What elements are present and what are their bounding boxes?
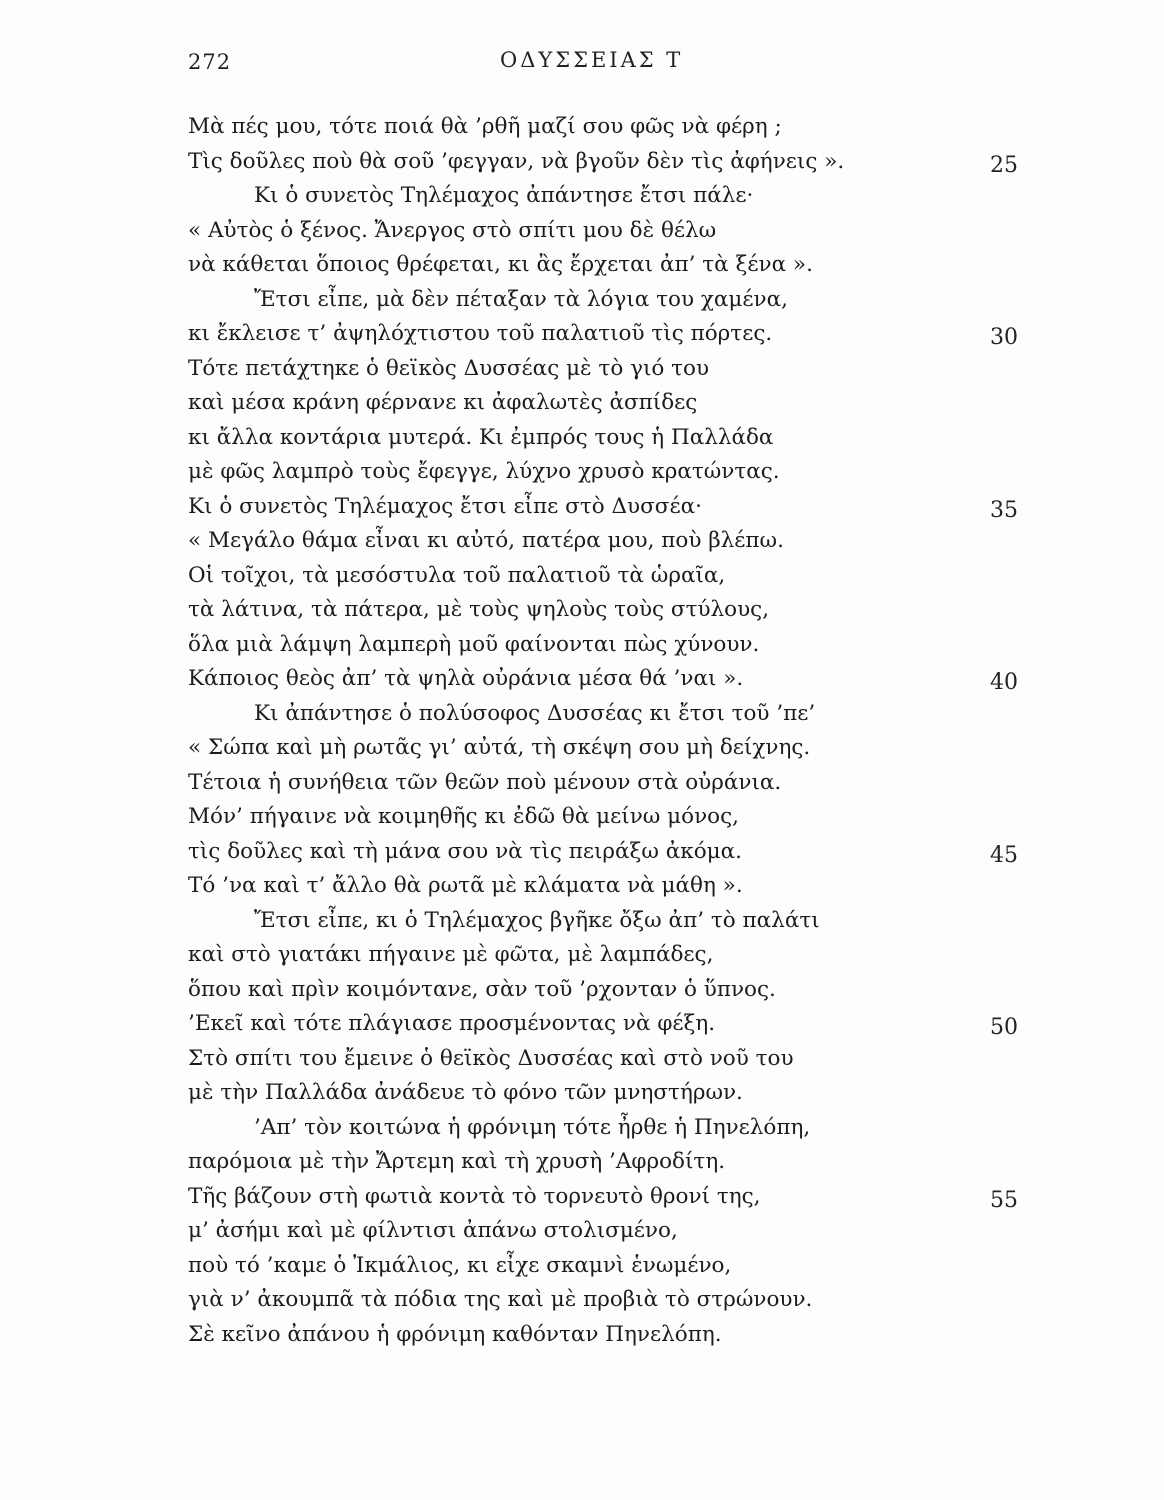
verse-line	[0, 283, 1164, 318]
verse-text: Τέτοια ἡ συνήθεια τῶν θεῶν ποὺ μένουν στὰ οὐράνια.	[188, 769, 782, 795]
verse-text: Κι ὁ συνετὸς Τηλέμαχος ἀπάντησε ἔτσι πάλε·	[254, 183, 754, 208]
verse-text: Μόν’ πήγαινε νὰ κοιμηθῆς κι ἐδῶ θὰ μείνω μόνος,	[188, 804, 739, 829]
verse-text: « Μεγάλο θάμα εἶναι κι αὐτό, πατέρα μου, ποὺ βλέπω.	[188, 528, 784, 553]
verse-line	[0, 628, 1164, 663]
verse-line	[0, 1283, 1164, 1318]
verse-text: ’Απ’ τὸν κοιτώνα ἡ φρόνιμη τότε ἦρθε ἡ Πηνελόπη,	[254, 1114, 811, 1140]
verse-text: παρόμοια μὲ τὴν Ἄρτεμη καὶ τὴ χρυσὴ ’Αφροδίτη.	[188, 1149, 726, 1174]
verse-line	[0, 386, 1164, 421]
verse-line	[0, 110, 1164, 145]
verse-line	[0, 938, 1164, 973]
line-number: 25	[990, 152, 1018, 178]
verse-line	[0, 662, 1164, 697]
verse-line	[0, 731, 1164, 766]
verse-text: μὲ φῶς λαμπρὸ τοὺς ἔφεγγε, λύχνο χρυσὸ κρατώντας.	[188, 459, 780, 484]
verse-line	[0, 559, 1164, 594]
page-header	[0, 46, 1164, 78]
verse-line	[0, 1007, 1164, 1042]
verse-line	[0, 1111, 1164, 1146]
verse-line	[0, 973, 1164, 1008]
verse-line	[0, 1145, 1164, 1180]
line-number: 35	[990, 497, 1018, 523]
line-number: 40	[990, 670, 1018, 695]
verse-line	[0, 1076, 1164, 1111]
verse-text: ποὺ τό ’καμε ὁ Ἰκμάλιος, κι εἶχε σκαμνὶ ἑνωμένο,	[188, 1252, 732, 1278]
verse-line	[0, 1318, 1164, 1353]
verse-text: Τότε πετάχτηκε ὁ θεϊκὸς Δυσσέας μὲ τὸ γιό του	[188, 355, 710, 381]
verse-line	[0, 1249, 1164, 1284]
verse-text: Ἔτσι εἶπε, μὰ δὲν πέταξαν τὰ λόγια του χαμένα,	[254, 286, 788, 312]
verse-text: Τό ’να καὶ τ’ ἄλλο θὰ ρωτᾶ μὲ κλάματα νὰ μάθη ».	[188, 873, 743, 898]
verse-line	[0, 1042, 1164, 1077]
verse-line	[0, 593, 1164, 628]
verse-text: ὅλα μιὰ λάμψη λαμπερὴ μοῦ φαίνονται πὼς χύνουν.	[188, 631, 760, 657]
verse-text: Κι ὁ συνετὸς Τηλέμαχος ἔτσι εἶπε στὸ Δυσσέα·	[188, 493, 702, 519]
verse-line	[0, 317, 1164, 352]
verse-line	[0, 869, 1164, 904]
verse-line	[0, 179, 1164, 214]
verse-line	[0, 904, 1164, 939]
verse-text: Σὲ κεῖνο ἀπάνου ἡ φρόνιμη καθόνταν Πηνελόπη.	[188, 1321, 722, 1347]
verse-line	[0, 766, 1164, 801]
verse-text: Ἔτσι εἶπε, κι ὁ Τηλέμαχος βγῆκε ὄξω ἀπ’ τὸ παλάτι	[254, 907, 820, 933]
verse-line	[0, 1180, 1164, 1215]
verse-text: καὶ στὸ γιατάκι πήγαινε μὲ φῶτα, μὲ λαμπάδες,	[188, 942, 714, 967]
verse-text: γιὰ ν’ ἀκουμπᾶ τὰ πόδια της καὶ μὲ προβιὰ τὸ στρώνουν.	[188, 1287, 813, 1312]
verse-text: Μὰ πές μου, τότε ποιά θὰ ’ρθῆ μαζί σου φῶς νὰ φέρη ;	[188, 114, 782, 139]
verse-text: τὰ λάτινα, τὰ πάτερα, μὲ τοὺς ψηλοὺς τοὺς στύλους,	[188, 597, 770, 622]
verse-text: νὰ κάθεται ὅποιος θρέφεται, κι ἂς ἔρχεται ἀπ’ τὰ ξένα ».	[188, 252, 813, 277]
line-number: 30	[990, 325, 1018, 350]
verse-text: Κι ἀπάντησε ὁ πολύσοφος Δυσσέας κι ἔτσι τοῦ ’πε’	[254, 700, 816, 726]
verse-line	[0, 490, 1164, 525]
verse-text: τὶς δοῦλες καὶ τὴ μάνα σου νὰ τὶς πειράξω ἀκόμα.	[188, 838, 742, 864]
verse-text: κι ἄλλα κοντάρια μυτερά. Κι ἐμπρός τους ἡ Παλλάδα	[188, 424, 774, 450]
running-title: ΟΔΥΣΣΕΙΑΣ Τ	[500, 48, 684, 72]
verse-line	[0, 524, 1164, 559]
verse-line	[0, 352, 1164, 387]
verse-line	[0, 835, 1164, 870]
verse-text: μ’ ἀσήμι καὶ μὲ φίλντισι ἀπάνω στολισμένο,	[188, 1218, 678, 1243]
line-number: 45	[990, 842, 1018, 868]
verse-text: « Αὐτὸς ὁ ξένος. Ἄνεργος στὸ σπίτι μου δὲ θέλω	[188, 217, 717, 243]
verse-text: ’Εκεῖ καὶ τότε πλάγιασε προσμένοντας νὰ φέξη.	[188, 1011, 716, 1036]
line-number: 50	[990, 1015, 1018, 1040]
verse-line	[0, 248, 1164, 283]
verse-text: κι ἔκλεισε τ’ ἀψηλόχτιστου τοῦ παλατιοῦ τὶς πόρτες.	[188, 321, 773, 346]
verse-text: « Σώπα καὶ μὴ ρωτᾶς γι’ αὐτά, τὴ σκέψη σου μὴ δείχνης.	[188, 735, 811, 760]
verse-text: Στὸ σπίτι του ἔμεινε ὁ θεϊκὸς Δυσσέας καὶ στὸ νοῦ του	[188, 1045, 794, 1071]
verse-line	[0, 214, 1164, 249]
verse-line	[0, 1214, 1164, 1249]
verse-text: καὶ μέσα κράνη φέρνανε κι ἀφαλωτὲς ἀσπίδες	[188, 390, 698, 415]
verse-text: μὲ τὴν Παλλάδα ἀνάδευε τὸ φόνο τῶν μνηστήρων.	[188, 1080, 743, 1105]
poem-body	[0, 110, 1164, 1352]
verse-line	[0, 421, 1164, 456]
verse-line	[0, 145, 1164, 180]
verse-line	[0, 800, 1164, 835]
line-number: 55	[990, 1187, 1018, 1213]
verse-line	[0, 455, 1164, 490]
verse-text: Τῆς βάζουν στὴ φωτιὰ κοντὰ τὸ τορνευτὸ θρονί της,	[188, 1183, 761, 1209]
verse-text: ὅπου καὶ πρὶν κοιμόντανε, σὰν τοῦ ’ρχονταν ὁ ὕπνος.	[188, 976, 776, 1002]
verse-text: Κάποιος θεὸς ἀπ’ τὰ ψηλὰ οὐράνια μέσα θά ’ναι ».	[188, 666, 744, 691]
page-number: 272	[188, 50, 232, 74]
verse-text: Οἱ τοῖχοι, τὰ μεσόστυλα τοῦ παλατιοῦ τὰ ὡραῖα,	[188, 562, 726, 588]
verse-line	[0, 697, 1164, 732]
verse-text: Τὶς δοῦλες ποὺ θὰ σοῦ ’φεγγαν, νὰ βγοῦν δὲν τὶς ἀφήνεις ».	[188, 148, 845, 174]
